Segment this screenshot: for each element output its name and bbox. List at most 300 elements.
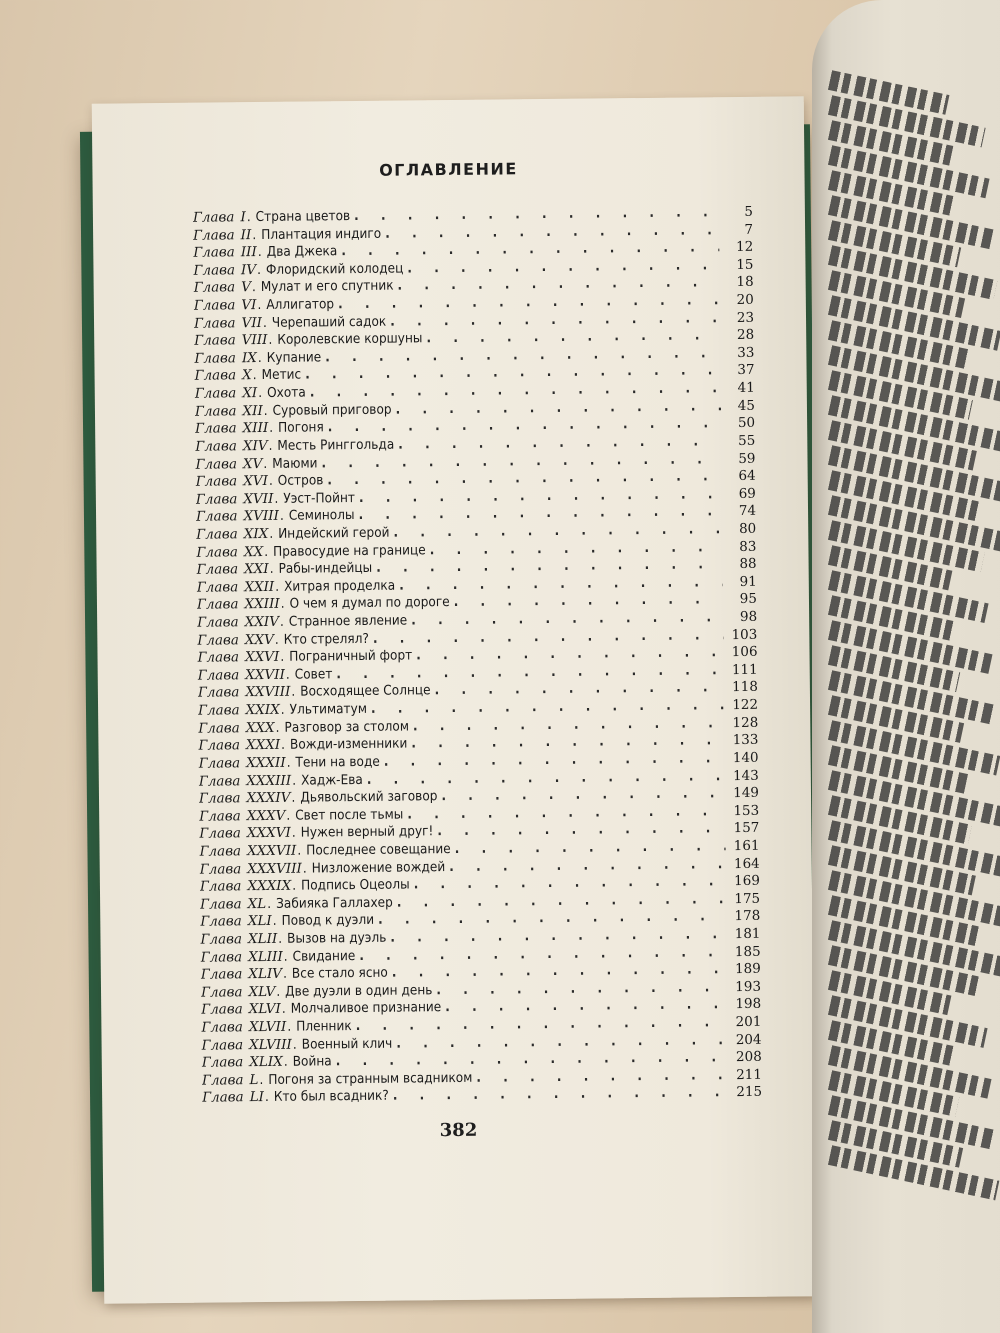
toc-entry-prefix: Глава — [200, 896, 242, 913]
toc-entry-leader — [338, 292, 720, 312]
toc-entry-title: Две дуэли в один день — [285, 982, 433, 1000]
toc-entry-page: 164 — [733, 855, 760, 872]
toc-entry-title: Купание — [266, 349, 322, 366]
toc-entry-leader — [390, 926, 726, 946]
toc-entry-title: Плантация индиго — [261, 225, 382, 243]
toc-entry-title: Повод к дуэли — [281, 912, 375, 930]
toc-entry-separator: . — [263, 402, 268, 419]
toc-entry-page: 198 — [735, 996, 762, 1013]
toc-entry-title: Суровый приговор — [272, 401, 392, 419]
toc-entry-leader — [398, 433, 721, 452]
toc-title: ОГЛАВЛЕНИЕ — [379, 159, 518, 180]
toc-entry-title: Правосудие на границе — [272, 541, 426, 560]
toc-entry-separator: . — [278, 930, 283, 947]
toc-entry-title: Мулат и его спутник — [260, 278, 394, 296]
toc-entry-leader — [435, 680, 724, 699]
toc-entry-page: 18 — [736, 274, 754, 291]
toc-entry-page: 149 — [733, 784, 760, 802]
toc-entry-leader — [416, 644, 723, 663]
toc-entry-title: Погоня за странным всадником — [268, 1069, 473, 1088]
toc-entry-separator: . — [274, 631, 279, 648]
toc-entry-leader — [327, 468, 721, 488]
toc-entry-leader — [336, 662, 724, 682]
toc-entry-title: Семинолы — [288, 507, 355, 525]
toc-entry-separator: . — [269, 561, 274, 578]
toc-entry-page: 91 — [739, 573, 757, 590]
toc-entry-title: Метис — [261, 367, 302, 384]
toc-entry-page: 178 — [734, 908, 761, 925]
toc-entry-prefix: Глава — [196, 561, 239, 578]
toc-entry-prefix: Глава — [194, 367, 237, 385]
toc-entry-separator: . — [246, 209, 251, 226]
toc-entry-title: Черепаший садок — [271, 313, 387, 331]
toc-entry-prefix: Глава — [201, 1036, 244, 1054]
toc-entry-number: XXXVIII — [247, 860, 302, 877]
toc-entry-page: 140 — [732, 749, 759, 766]
toc-entry-number: XXVI — [244, 649, 280, 666]
toc-entry-leader — [407, 257, 719, 276]
toc-entry-prefix: Глава — [195, 508, 238, 526]
toc-entry-leader — [328, 416, 722, 436]
toc-entry-separator: . — [280, 701, 285, 718]
toc-entry-title: Королевские коршуны — [277, 330, 423, 349]
toc-entry-prefix: Глава — [195, 455, 238, 473]
toc-entry-page: 185 — [734, 943, 761, 960]
toc-entry-separator: . — [283, 948, 288, 965]
toc-entry-title: Страна цветов — [255, 208, 351, 226]
toc-entry-separator: . — [280, 649, 285, 666]
toc-entry-title: Ультиматум — [289, 700, 368, 718]
toc-entry-prefix: Глава — [201, 1054, 244, 1071]
toc-entry-title: Свидание — [292, 947, 356, 965]
toc-entry-leader — [390, 310, 720, 329]
toc-entry-title: Пленник — [296, 1018, 352, 1035]
facing-page — [812, 0, 1000, 1333]
toc-entry-separator: . — [257, 244, 262, 261]
toc-entry-title: Война — [292, 1053, 332, 1070]
toc-entry-separator: . — [251, 279, 256, 296]
toc-entry-title: Нужен верный друг! — [300, 823, 434, 841]
toc-entry-separator: . — [252, 367, 257, 384]
toc-entry-page: 106 — [731, 644, 758, 661]
toc-entry-page: 33 — [737, 344, 755, 361]
toc-entry-separator: . — [279, 508, 284, 525]
toc-entry-prefix: Глава — [201, 1072, 244, 1089]
toc-entry-separator: . — [291, 789, 296, 806]
toc-entry-prefix: Глава — [195, 420, 237, 438]
toc-entry-prefix: Глава — [194, 385, 237, 402]
toc-entry-page: 157 — [733, 820, 760, 837]
toc-entry-leader — [397, 891, 726, 910]
toc-entry-number: XXXVII — [246, 842, 297, 860]
toc-entry-number: V — [241, 279, 252, 296]
toc-entry-separator: . — [268, 473, 273, 490]
toc-entry-title: Вожди-изменники — [289, 735, 408, 754]
toc-entry-leader — [449, 856, 726, 875]
toc-entry-number: XVIII — [243, 508, 280, 525]
toc-entry-title: Индейский герой — [278, 524, 390, 542]
toc-entry-separator: . — [263, 455, 268, 472]
toc-entry-page: 7 — [744, 221, 754, 238]
toc-entry-prefix: Глава — [196, 579, 239, 596]
toc-entry-prefix: Глава — [196, 596, 239, 614]
toc-entry-number: XLVIII — [249, 1036, 292, 1053]
toc-entry-number: XXXV — [246, 807, 286, 824]
toc-entry-title: Странное явление — [288, 612, 408, 630]
toc-entry-separator: . — [257, 349, 262, 366]
toc-entry-separator: . — [286, 754, 291, 771]
toc-entry-separator: . — [291, 684, 296, 701]
book-page — [92, 96, 817, 1303]
toc-entry-title: Хитрая проделка — [283, 577, 396, 595]
toc-entry-title: Дьявольский заговор — [300, 788, 438, 806]
toc-entry-prefix: Глава — [199, 860, 242, 878]
toc-entry-number: XLIX — [249, 1054, 283, 1071]
toc-entry-separator: . — [268, 437, 273, 454]
toc-entry-separator: . — [279, 613, 284, 630]
toc-entry-leader — [455, 838, 726, 857]
toc-entry-title: Подпись Оцеолы — [300, 876, 410, 894]
toc-entry-title: Месть Ринггольда — [277, 436, 395, 454]
toc-entry-prefix: Глава — [199, 807, 241, 825]
toc-entry-number: III — [240, 244, 257, 261]
toc-entry-leader — [399, 574, 723, 593]
toc-entry-leader — [354, 204, 719, 224]
toc-entry-prefix: Глава — [196, 543, 239, 561]
toc-entry-prefix: Глава — [200, 931, 243, 948]
toc-entry-leader — [341, 239, 719, 259]
toc-entry-prefix: Глава — [197, 667, 240, 684]
toc-entry-page: 64 — [738, 467, 756, 485]
toc-entry-separator: . — [282, 965, 287, 983]
toc-entry-separator: . — [269, 525, 274, 542]
toc-entry-number: I — [240, 209, 246, 226]
toc-entry-separator: . — [302, 860, 307, 877]
toc-entry-number: XIV — [242, 437, 268, 455]
toc-entry-prefix: Глава — [193, 314, 236, 332]
toc-entry-page: 133 — [732, 732, 759, 749]
toc-entry-prefix: Глава — [194, 350, 236, 367]
toc-entry-leader — [378, 909, 726, 929]
toc-entry-title: Маюми — [272, 454, 318, 472]
toc-entry-number: XXXVI — [246, 825, 291, 842]
page-number: 382 — [439, 1119, 478, 1142]
toc-entry-page: 80 — [738, 520, 757, 537]
toc-entry-leader — [359, 486, 722, 506]
toc-entry-prefix: Глава — [194, 332, 236, 349]
toc-entry-page: 143 — [732, 767, 759, 784]
toc-entry-number: XI — [242, 385, 258, 402]
toc-entry-page: 12 — [736, 239, 754, 256]
toc-entry-page: 204 — [735, 1031, 762, 1048]
toc-entry-title: Пограничный форт — [289, 647, 413, 665]
toc-entry-leader — [384, 750, 725, 770]
toc-entry-page: 122 — [732, 696, 759, 714]
toc-entry-title: Все стало ясно — [291, 964, 388, 982]
toc-entry-number: XVI — [243, 473, 268, 490]
toc-entry-number: XLV — [248, 983, 276, 1000]
toc-entry-page: 23 — [736, 309, 755, 326]
toc-entry-leader — [321, 451, 721, 471]
toc-entry-prefix: Глава — [201, 1019, 243, 1036]
toc-entry-number: XII — [242, 402, 263, 419]
toc-entry-prefix: Глава — [193, 279, 236, 297]
toc-entry-leader — [454, 592, 723, 611]
toc-entry-title: Свет после тьмы — [295, 806, 404, 824]
toc-entry-title: Два Джека — [266, 243, 338, 261]
toc-entry-prefix: Глава — [201, 1001, 243, 1019]
toc-entry-page: 95 — [739, 591, 758, 608]
toc-entry-prefix: Глава — [198, 790, 241, 807]
toc-entry-page: 193 — [735, 978, 762, 995]
toc-entry-prefix: Глава — [197, 631, 239, 649]
toc-entry-prefix: Глава — [202, 1089, 244, 1107]
toc-entry-separator: . — [252, 226, 257, 243]
toc-entry-title: Уэст-Пойнт — [283, 489, 356, 507]
toc-entry-prefix: Глава — [193, 226, 235, 244]
toc-entry-number: XLVI — [248, 1001, 281, 1018]
toc-entry-page: 74 — [738, 503, 757, 520]
toc-entry-page: 37 — [737, 362, 755, 379]
toc-entry-leader — [396, 1032, 727, 1051]
toc-entry-leader — [393, 521, 722, 540]
toc-entry-number: XX — [243, 543, 264, 560]
toc-entry-prefix: Глава — [200, 984, 243, 1001]
toc-entry-leader — [356, 1014, 728, 1034]
toc-entry-page: 83 — [739, 538, 757, 555]
toc-entry-number: XIII — [242, 420, 269, 437]
toc-entry-separator: . — [281, 737, 286, 754]
toc-entry-separator: . — [286, 807, 291, 824]
toc-entry-separator: . — [274, 490, 279, 507]
toc-entry-separator: . — [285, 666, 290, 683]
toc-entry-leader — [393, 1085, 728, 1105]
toc-entry-prefix: Глава — [195, 438, 237, 455]
toc-entry-page: 41 — [737, 379, 755, 397]
toc-entry-title: Кто стрелял? — [283, 630, 369, 648]
toc-entry-page: 45 — [737, 397, 756, 414]
toc-entry-number: XXII — [244, 578, 275, 595]
toc-entry-page: 208 — [735, 1049, 762, 1066]
toc-entry-prefix: Глава — [196, 526, 238, 543]
toc-entry-separator: . — [280, 596, 285, 613]
toc-entry-separator: . — [259, 1071, 264, 1088]
toc-entry-title: Разговор за столом — [284, 718, 410, 736]
toc-entry-prefix: Глава — [193, 244, 235, 261]
toc-entry-separator: . — [267, 895, 272, 912]
toc-entry-leader — [325, 345, 720, 365]
toc-entry-number: XLIII — [248, 948, 283, 965]
toc-entry-prefix: Глава — [194, 402, 237, 420]
toc-entry-separator: . — [257, 297, 262, 314]
toc-entry-leader — [359, 944, 727, 964]
toc-entry-prefix: Глава — [198, 772, 241, 790]
toc-entry-number: X — [242, 367, 252, 384]
toc-entry-leader — [371, 697, 724, 717]
toc-entry-prefix: Глава — [195, 491, 238, 508]
toc-entry-page: 189 — [734, 961, 761, 978]
toc-entry-page: 175 — [734, 890, 761, 907]
toc-entry-leader — [358, 504, 722, 524]
toc-entry-page: 5 — [744, 203, 753, 220]
toc-entry-number: XVII — [243, 490, 274, 507]
toc-entry-number: IX — [241, 349, 257, 367]
toc-entry-prefix: Глава — [197, 684, 240, 702]
toc-entry-number: XLII — [247, 930, 278, 948]
toc-entry-number: XXIX — [245, 701, 280, 719]
toc-entry-title: Рабы-индейцы — [278, 560, 373, 578]
toc-entry-prefix: Глава — [197, 649, 240, 666]
toc-entry-prefix: Глава — [198, 737, 241, 754]
toc-entry-number: XXXII — [246, 754, 286, 772]
toc-entry-title: Военный клич — [301, 1035, 393, 1053]
toc-entry-title: Низложение вождей — [311, 858, 446, 877]
toc-entry-page: 181 — [734, 925, 761, 943]
toc-entry-separator: . — [276, 983, 281, 1000]
toc-entry-page: 161 — [733, 837, 760, 855]
toc-entry-prefix: Глава — [200, 913, 242, 931]
toc-entry-separator: . — [291, 824, 296, 842]
toc-entry-number: XXVII — [245, 666, 285, 684]
toc-entry-page: 215 — [736, 1084, 763, 1101]
toc-entry-number: VIII — [241, 332, 268, 349]
toc-entry-number: XXXIX — [247, 877, 292, 895]
toc-entry-separator: . — [292, 877, 297, 894]
toc-entry-number: XXV — [244, 631, 274, 648]
toc-entry-leader — [336, 1049, 728, 1069]
toc-entry-prefix: Глава — [195, 473, 238, 490]
toc-entry-separator: . — [275, 719, 280, 736]
toc-entry-leader — [392, 961, 727, 981]
toc-entry-page: 50 — [737, 415, 756, 432]
toc-entry-page: 211 — [736, 1066, 763, 1083]
toc-entry-title: Тени на воде — [295, 753, 380, 771]
toc-entry-page: 88 — [739, 556, 757, 573]
toc-entry-separator: . — [264, 543, 269, 560]
toc-entry-leader — [430, 539, 723, 558]
toc-entry-number: VII — [241, 314, 263, 331]
toc-entry-prefix: Глава — [200, 948, 243, 966]
toc-entry-title: Восходящее Солнце — [300, 682, 431, 701]
toc-entry-separator: . — [269, 420, 274, 437]
toc-entry-separator: . — [262, 314, 267, 331]
toc-entry-title: Флоридский колодец — [265, 260, 404, 278]
toc-entry-prefix: Глава — [199, 825, 241, 843]
toc-entry-leader — [385, 222, 719, 241]
table-of-contents — [193, 204, 762, 1108]
toc-entry-prefix: Глава — [200, 966, 243, 983]
toc-entry-prefix: Глава — [192, 209, 235, 226]
toc-entry-number: LI — [249, 1089, 265, 1106]
toc-entry-separator: . — [281, 1001, 286, 1018]
toc-entry-separator: . — [292, 772, 297, 789]
toc-entry-leader — [413, 715, 724, 734]
toc-entry-number: XV — [242, 455, 263, 472]
toc-entry-prefix: Глава — [193, 262, 236, 279]
toc-entry-number: XLVII — [248, 1018, 287, 1036]
facing-page-text — [830, 70, 1000, 1170]
toc-entry-separator: . — [258, 385, 263, 402]
toc-entry-number: XLIV — [248, 966, 283, 983]
toc-entry-separator: . — [297, 842, 302, 859]
toc-entry-leader — [407, 803, 725, 822]
toc-entry-leader — [367, 768, 725, 788]
toc-entry-number: L — [249, 1071, 259, 1089]
toc-entry-number: XXXI — [245, 737, 281, 754]
toc-entry-leader — [437, 820, 725, 839]
toc-entry-title: Забияка Галлахер — [275, 894, 393, 912]
toc-entry-page: 69 — [738, 485, 756, 502]
toc-entry-prefix: Глава — [198, 719, 240, 737]
toc-entry-page: 169 — [734, 872, 760, 890]
toc-entry-leader — [426, 327, 720, 346]
toc-entry-separator: . — [287, 1018, 292, 1035]
toc-entry-separator: . — [272, 913, 277, 930]
toc-entry-number: XXXIV — [246, 789, 291, 807]
toc-entry-page: 128 — [732, 714, 759, 731]
toc-entry-title: Последнее совещание — [306, 840, 451, 859]
toc-entry-title: О чем я думал по дороге — [289, 594, 450, 613]
toc-entry-number: II — [240, 226, 252, 243]
toc-entry-prefix: Глава — [199, 878, 242, 895]
toc-entry-separator: . — [256, 261, 262, 278]
toc-entry-title: Совет — [294, 666, 333, 683]
toc-entry-page: 103 — [731, 626, 758, 643]
toc-entry-leader — [436, 979, 727, 998]
toc-entry-page: 55 — [738, 432, 756, 449]
toc-entry-number: VI — [241, 297, 257, 314]
toc-entry-page: 118 — [732, 679, 758, 696]
toc-entry-number: XXX — [245, 719, 275, 736]
toc-entry-title: Охота — [267, 384, 306, 402]
toc-entry-leader — [411, 732, 724, 751]
toc-entry-leader — [395, 398, 721, 417]
toc-entry-number: XXVIII — [245, 684, 291, 701]
toc-entry-prefix: Глава — [193, 297, 236, 314]
toc-entry-number: XXIV — [244, 613, 280, 631]
toc-entry-title: Хадж-Ева — [300, 771, 363, 789]
toc-entry-prefix: Глава — [197, 614, 239, 631]
toc-entry-title: Погоня — [278, 419, 324, 437]
toc-entry-page: 28 — [736, 327, 755, 344]
toc-entry-leader — [441, 785, 725, 804]
toc-entry-title: Молчаливое признание — [290, 999, 442, 1018]
toc-entry-page: 20 — [736, 291, 754, 309]
toc-entry-prefix: Глава — [199, 843, 242, 860]
toc-entry-separator: . — [275, 578, 280, 595]
toc-entry-number: IV — [240, 261, 257, 279]
toc-entry-number: XL — [247, 895, 267, 912]
toc-entry-number: XXIII — [244, 596, 280, 613]
toc-entry-number: XXXIII — [246, 772, 292, 789]
toc-entry-title: Кто был всадник? — [273, 1088, 389, 1106]
toc-entry-number: XXI — [244, 561, 269, 578]
toc-entry-title: Вызов на дуэль — [287, 929, 387, 947]
toc-entry-page: 98 — [739, 608, 758, 626]
toc-entry-prefix: Глава — [198, 702, 240, 719]
toc-entry-title: Остров — [277, 472, 324, 489]
toc-entry-page: 153 — [733, 802, 760, 819]
toc-entry-separator: . — [264, 1089, 269, 1106]
toc-entry-leader — [373, 627, 724, 647]
toc-entry-leader — [445, 997, 727, 1016]
toc-entry-leader — [476, 1067, 728, 1086]
toc-entry-title: Аллигатор — [266, 296, 335, 313]
toc-entry-leader — [411, 609, 723, 628]
toc-entry-leader — [414, 873, 726, 892]
toc-entry-page: 111 — [731, 661, 758, 678]
toc-entry-number: XLI — [247, 913, 272, 930]
